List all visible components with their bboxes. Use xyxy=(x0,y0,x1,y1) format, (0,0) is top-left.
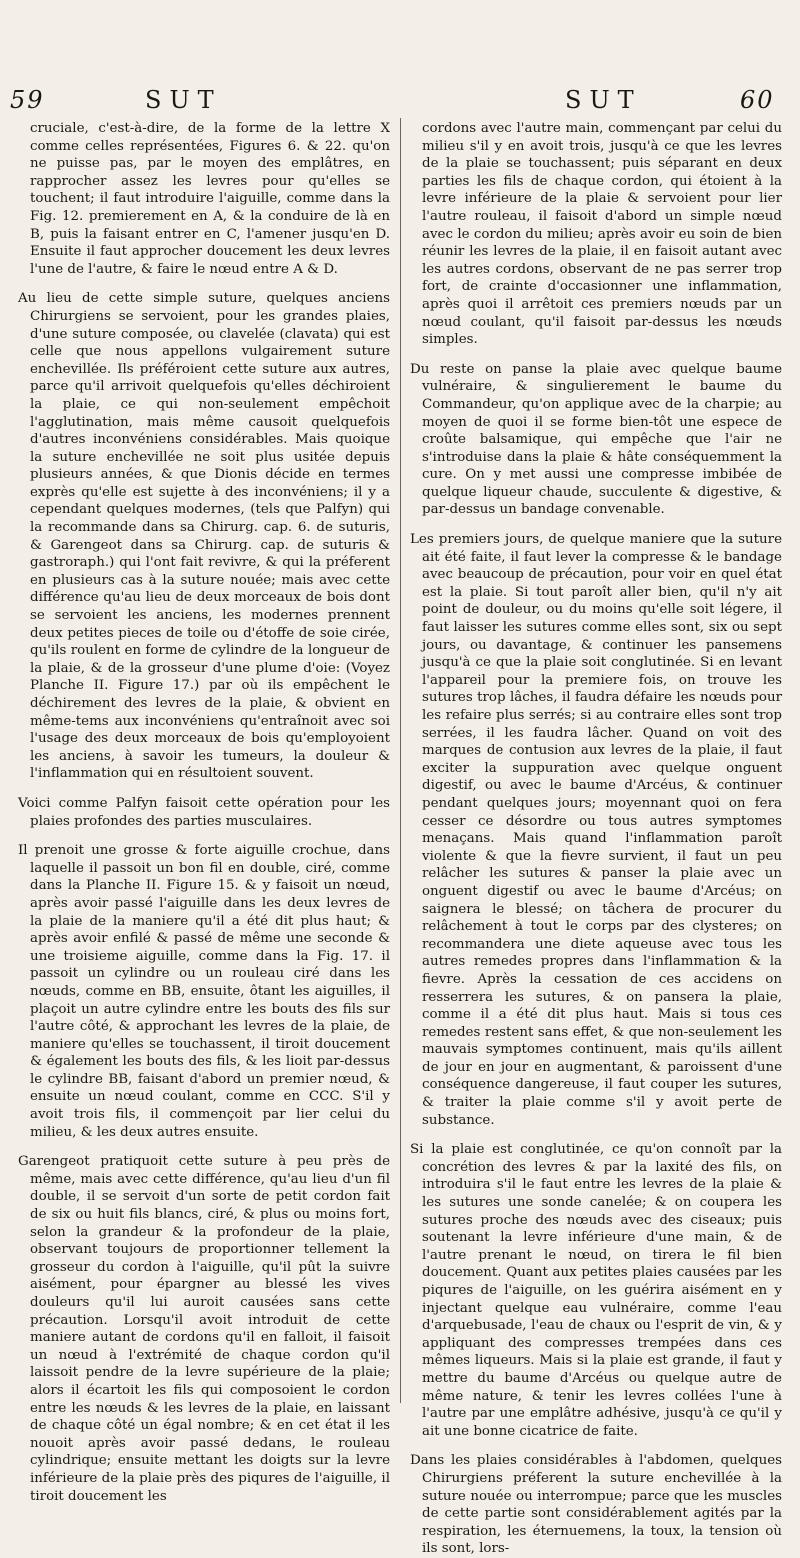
paragraph: Voici comme Palfyn faisoit cette opération pour les plaies profondes des parties musculaires. xyxy=(18,795,390,829)
paragraph: Au lieu de cette simple suture, quelques anciens Chirurgiens se servoient, pour les grandes plaies, d'une suture composée, ou clavelée (clavata) qui est celle que nous appellons vulgairement suture enchevillée. Ils préféroient cette suture aux autres, parce qu'il arrivoit quelquefois qu'elles déchiroient la plaie, ce qui non-seulement empêchoit l'agglutination, mais même causoit quelquefois d'autres inconvéniens considérables. Mais quoique la suture enchevillée ne soit plus usitée depuis plusieurs années, & que Dionis décide en termes exprès qu'elle est sujette à des inconvéniens; il y a cependant quelques modernes, (tels que Palfyn) qui la recommande dans sa Chirurg. cap. 6. de suturis, & Garengeot dans sa Chirurg. cap. de suturis & gastroraph.) qui l'ont fait revivre, & qui la préferent en plusieurs cas à la suture nouée; mais avec cette différence qu'au lieu de deux morceaux de bois dont se servoient les anciens, les modernes prennent deux petites pieces de toile ou d'étoffe de soie cirée, qu'ils roulent en forme de cylindre de la longueur de la plaie, & de la grosseur d'une plume d'oie: (Voyez Planche II. Figure 17.) par où ils empêchent le déchirement des levres de la plaie, & obvient en même-tems aux inconvéniens qu'entraînoit avec soi l'usage des deux morceaux de bois qu'employoient les anciens, à savoir les tumeurs, la douleur & l'inflammation qui en résultoient souvent. xyxy=(18,291,390,782)
paragraph: Il prenoit une grosse & forte aiguille crochue, dans laquelle il passoit un bon fil en double, ciré, comme dans la Planche II. Figure 15. & y faisoit un nœud, après avoir passé l'aiguille dans les deux levres de la plaie de la maniere qu'il a été dit plus haut; & après avoir enfilé & passé de même une seconde & une troisieme aiguille, comme dans la Fig. 17. il passoit un cylindre ou un rouleau ciré dans les nœuds, comme en BB, ensuite, ôtant les aiguilles, il plaçoit un autre cylindre entre les bouts des fils sur l'autre côté, & approchant les levres de la plaie, de maniere qu'elles se touchassent, il tiroit doucement & également les bouts des fils, & les lioit par-dessus le cylindre BB, faisant d'abord un premier nœud, & ensuite un nœud coulant, comme en CCC. S'il y avoit trois fils, il commençoit par lier celui du milieu, & les deux autres ensuite. xyxy=(18,843,390,1140)
paragraph: cruciale, c'est-à-dire, de la forme de la lettre X comme celles représentées, Figures 6. & 22. qu'on ne puisse pas, par le moyen des emplâtres, en rapprocher assez les levres pour qu'elles se touchent; il faut introduire l'aiguille, comme dans la Fig. 12. premierement en A, & la conduire de là en B, puis la faisant entrer en C, l'amener jusqu'en D. Ensuite il faut approcher doucement les deux levres l'une de l'autre, & faire le nœud entre A & D. xyxy=(30,121,390,277)
column-divider xyxy=(400,118,401,1403)
paragraph: Dans les plaies considérables à l'abdomen, quelques Chirurgiens préferent la suture enchevillée à la suture nouée ou interrompue; parce que les muscles de cette partie sont considérablement agités par la respiration, les éternuemens, la toux, la tension où ils sont, lors- xyxy=(410,1453,782,1557)
running-head-right: SUT xyxy=(565,86,642,114)
paragraph: Si la plaie est conglutinée, ce qu'on connoît par la concrétion des levres & par la laxité des fils, on introduira s'il le faut entre les levres de la plaie & les sutures une sonde canelée; & on coupera les sutures proche des nœuds avec des ciseaux; puis soutenant la levre inférieure d'une main, & de l'autre prenant le nœud, on tirera le fil bien doucement. Quant aux petites plaies causées par les piqures de l'aiguille, on les guérira aisément en y injectant quelque eau vulnéraire, comme l'eau d'arquebusade, l'eau de chaux ou l'esprit de vin, & y appliquant des compresses trempées dans ces mêmes liqueurs. Mais si la plaie est grande, il faut y mettre du baume d'Arcéus ou quelque autre de même nature, & tenir les levres collées l'une à l'autre par une emplâtre adhésive, jusqu'à ce qu'il y ait une bonne cicatrice de faite. xyxy=(410,1142,782,1439)
paragraph: Garengeot pratiquoit cette suture à peu près de même, mais avec cette différence, qu'au lieu d'un fil double, il se servoit d'un sorte de petit cordon fait de six ou huit fils blancs, ciré, & plus ou moins fort, selon la grandeur & la profondeur de la plaie, observant toujours de proportionner tellement la grosseur du cordon à l'aiguille, qu'il pût la suivre aisément, pour épargner au blessé les vives douleurs qu'il lui auroit causées sans cette précaution. Lorsqu'il avoit introduit de cette maniere autant de cordons qu'il en falloit, il faisoit un nœud à l'extrémité de chaque cordon qu'il laissoit pendre de la levre supérieure de la plaie; alors il écartoit les fils qui composoient le cordon entre les nœuds & les levres de la plaie, en laissant de chaque côté un égal nombre; & en cet état il les nouoit après avoir passé dedans, le rouleau cylindrique; ensuite mettant les doigts sur la levre inférieure de la plaie près des piqures de l'aiguille, il tiroit doucement les xyxy=(18,1154,390,1504)
running-head-left: SUT xyxy=(145,86,222,114)
paragraph: Du reste on panse la plaie avec quelque baume vulnéraire, & singulierement le baume du Commandeur, qu'on applique avec de la charpie; au moyen de quoi il se forme bien-tôt une espece de croûte balsamique, qui empêche que l'air ne s'introduise dans la plaie & hâte conséquemment la cure. On y met aussi une compresse imbibée de quelque liqueur chaude, succulente & digestive, & par-dessus un bandage convenable. xyxy=(410,361,782,518)
paragraph: cordons avec l'autre main, commençant par celui du milieu s'il y en avoit trois, jusqu'à ce que les levres de la plaie se touchassent; puis séparant en deux parties les fils de chaque cordon, qui étoient à la levre inférieure de la plaie & servoient pour lier l'autre rouleau, il faisoit d'abord un simple nœud avec le cordon du milieu; après avoir eu soin de bien réunir les levres de la plaie, il en faisoit autant avec les autres cordons, observant de ne pas serrer trop fort, de crainte d'occasionner une inflammation, après quoi il arrêtoit ces premiers nœuds par un nœud coulant, qu'il faisoit par-dessus les nœuds simples. xyxy=(422,121,782,348)
right-column xyxy=(410,120,782,1557)
paragraph: Les premiers jours, de quelque maniere que la suture ait été faite, il faut lever la compresse & le bandage avec beaucoup de précaution, pour voir en quel état est la plaie. Si tout paroît aller bien, qu'il n'y ait point de douleur, ou du moins qu'elle soit légere, il faut laisser les sutures comme elles sont, six ou sept jours, ou davantage, & continuer les pansemens jusqu'à ce que la plaie soit conglutinée. Si en levant l'appareil pour la premiere fois, on trouve les sutures trop lâches, il faudra défaire les nœuds pour les refaire plus serrés; si au contraire elles sont trop serrées, il les faudra lâcher. Quand on voit des marques de contusion aux levres de la plaie, il faut exciter la suppuration avec quelque onguent digestif, ou avec le baume d'Arcéus, & continuer pendant quelques jours; moyennant quoi on fera cesser ce désordre ou tous autres symptomes menaçans. Mais quand l'inflammation paroît violente & que la fievre survient, il faut un peu relâcher les sutures & panser la plaie avec un onguent digestif ou avec le baume d'Arcéus; on saignera le blessé; on tâchera de procurer du relâchement à tout le corps par des clysteres; on recommandera une diete aqueuse avec tous les autres remedes propres dans l'inflammation & la fievre. Après la cessation de ces accidens on resserrera les sutures, & on pansera la plaie, comme il a été dit plus haut. Mais si tous ces remedes restent sans effet, & que non-seulement les mauvais symptomes continuent, mais qu'ils aillent de jour en jour en augmentant, & paroissent d'une conséquence dangereuse, il faut couper les sutures, & traiter la plaie comme s'il y avoit perte de substance. xyxy=(410,532,782,1128)
page-number-left: 59 xyxy=(10,86,45,114)
page-number-right: 60 xyxy=(740,86,775,114)
left-column xyxy=(18,120,390,1504)
